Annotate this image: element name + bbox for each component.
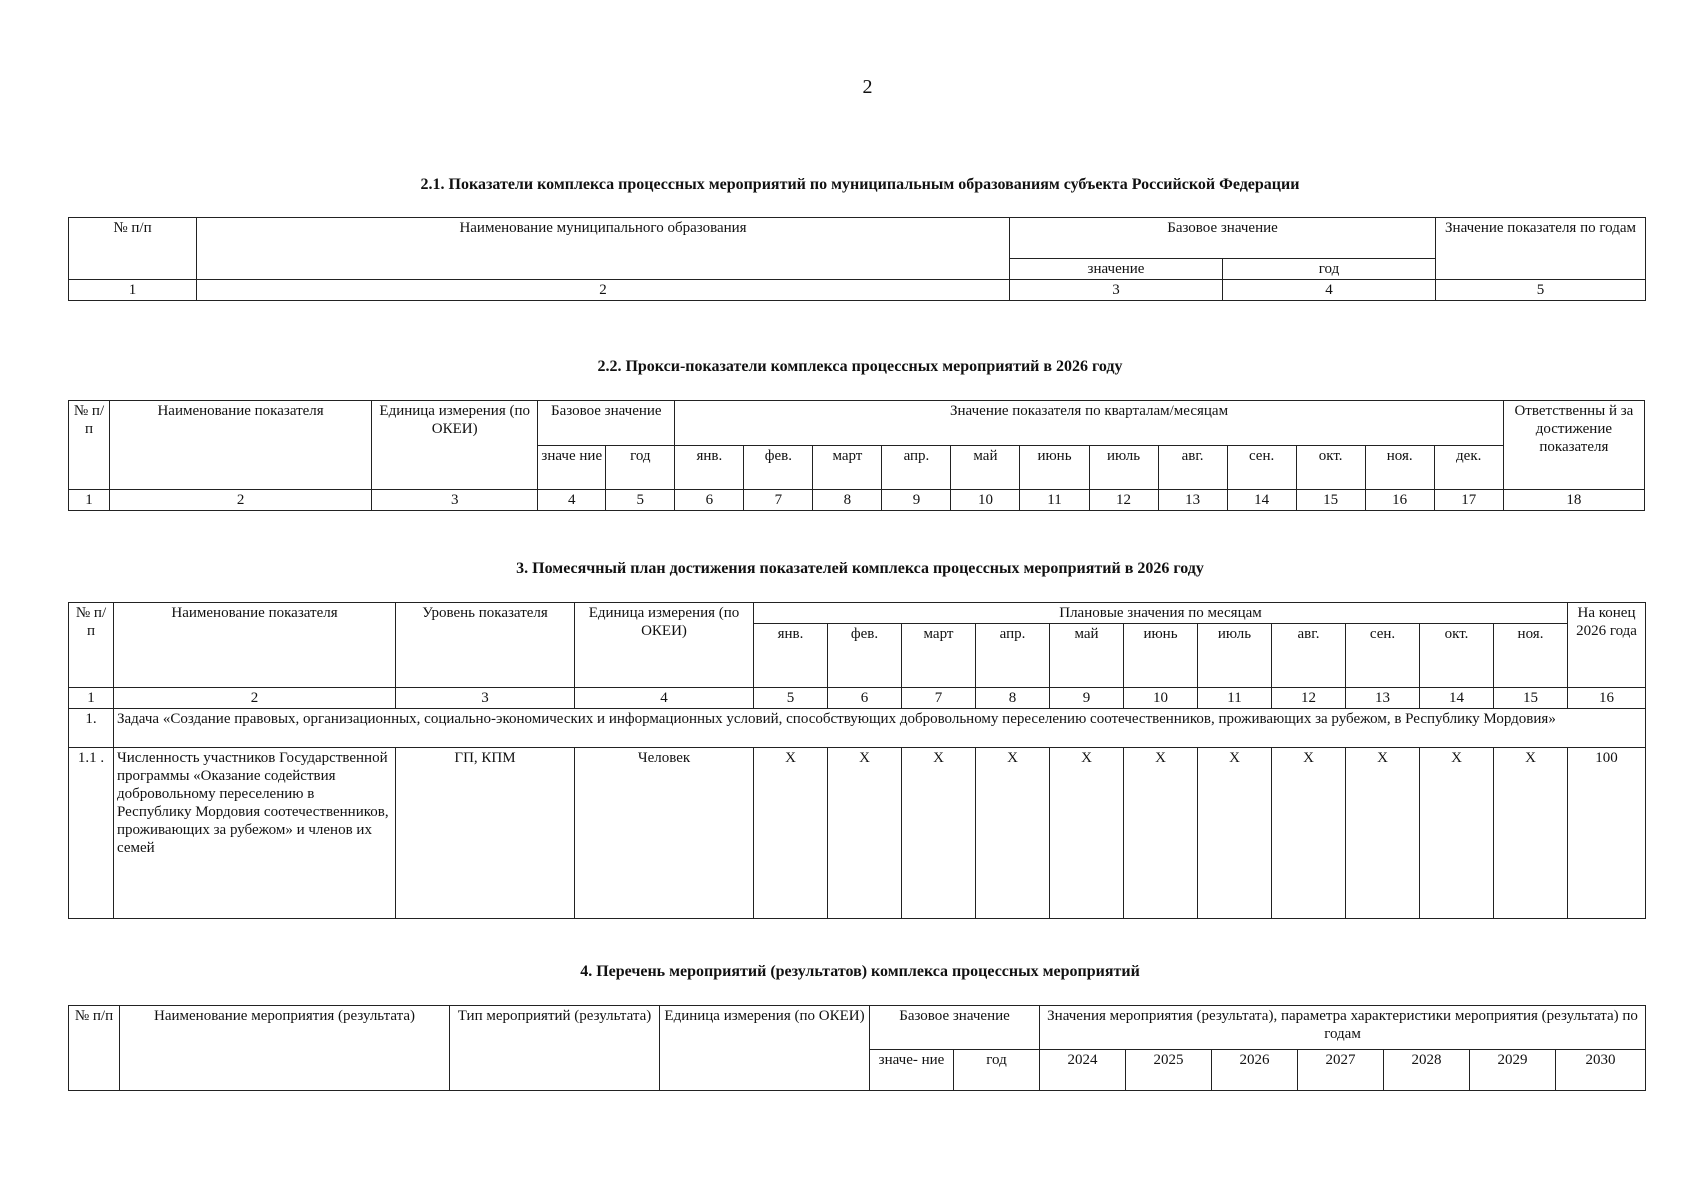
month-header: май — [951, 445, 1020, 490]
index-cell: 14 — [1227, 490, 1296, 511]
index-cell: 4 — [1223, 280, 1436, 301]
header-unit: Единица измерения (по ОКЕИ) — [660, 1006, 870, 1091]
header-value: значе- ние — [870, 1049, 954, 1091]
month-header: май — [1050, 624, 1124, 688]
month-header: окт. — [1296, 445, 1365, 490]
index-cell: 8 — [976, 688, 1050, 709]
row-month-value: Х — [1198, 748, 1272, 919]
index-cell: 9 — [1050, 688, 1124, 709]
index-cell: 13 — [1158, 490, 1227, 511]
year-header: 2029 — [1470, 1049, 1556, 1091]
year-header: 2030 — [1556, 1049, 1646, 1091]
header-indicator-level: Уровень показателя — [396, 603, 575, 688]
header-num: № п/п — [69, 1006, 120, 1091]
index-cell: 4 — [538, 490, 606, 511]
header-base-value: Базовое значение — [870, 1006, 1040, 1050]
section-4-title: 4. Перечень мероприятий (результатов) комплекса процессных мероприятий — [580, 963, 1140, 980]
index-cell: 8 — [813, 490, 882, 511]
header-indicator-name: Наименование показателя — [114, 603, 396, 688]
month-header: март — [813, 445, 882, 490]
header-value: значение — [1010, 259, 1223, 280]
monthly-plan-table — [68, 602, 1646, 919]
section-2-2-title: 2.2. Прокси-показатели комплекса процессных мероприятий в 2026 году — [597, 358, 1123, 375]
row-month-value: Х — [828, 748, 902, 919]
index-cell: 7 — [902, 688, 976, 709]
index-cell: 4 — [575, 688, 754, 709]
row-num: 1.1 . — [69, 748, 114, 919]
header-end-of-year: На конец 2026 года — [1568, 603, 1646, 688]
index-cell: 16 — [1365, 490, 1434, 511]
year-header: 2024 — [1040, 1049, 1126, 1091]
index-cell: 11 — [1020, 490, 1089, 511]
index-cell: 7 — [744, 490, 813, 511]
month-header: июль — [1089, 445, 1158, 490]
row-month-value: Х — [1494, 748, 1568, 919]
header-year: год — [606, 445, 675, 490]
header-value-by-years: Значение показателя по годам — [1436, 218, 1646, 280]
header-num: № п/п — [69, 218, 197, 280]
year-header: 2028 — [1384, 1049, 1470, 1091]
index-cell: 3 — [396, 688, 575, 709]
section-3-title: 3. Помесячный план достижения показателей комплекса процессных мероприятий в 2026 году — [516, 560, 1204, 577]
header-base-value: Базовое значение — [1010, 218, 1436, 259]
index-cell: 2 — [197, 280, 1010, 301]
month-header: апр. — [882, 445, 951, 490]
header-num: № п/ п — [69, 603, 114, 688]
row-indicator-level: ГП, КПМ — [396, 748, 575, 919]
index-cell: 13 — [1346, 688, 1420, 709]
index-cell: 17 — [1434, 490, 1503, 511]
index-cell: 2 — [114, 688, 396, 709]
header-activity-type: Тип мероприятий (результата) — [450, 1006, 660, 1091]
index-cell: 1 — [69, 490, 110, 511]
header-municipality-name: Наименование муниципального образования — [197, 218, 1010, 280]
index-cell: 1 — [69, 280, 197, 301]
index-cell: 12 — [1089, 490, 1158, 511]
index-cell: 5 — [1436, 280, 1646, 301]
header-year: год — [954, 1049, 1040, 1091]
month-header: авг. — [1158, 445, 1227, 490]
row-month-value: Х — [902, 748, 976, 919]
index-cell: 3 — [372, 490, 538, 511]
month-header: апр. — [976, 624, 1050, 688]
month-header: янв. — [754, 624, 828, 688]
index-cell: 1 — [69, 688, 114, 709]
row-end-of-year: 100 — [1568, 748, 1646, 919]
month-header: янв. — [675, 445, 744, 490]
row-month-value: Х — [1346, 748, 1420, 919]
index-cell: 14 — [1420, 688, 1494, 709]
task-description: Задача «Создание правовых, организационных, социально-экономических и информационных условий, способствующих добровольному переселению соотечественников, проживающих за рубежом, в Республику Мордовия» — [114, 709, 1646, 748]
index-cell: 16 — [1568, 688, 1646, 709]
month-header: июнь — [1020, 445, 1089, 490]
row-unit: Человек — [575, 748, 754, 919]
index-cell: 5 — [606, 490, 675, 511]
index-cell: 5 — [754, 688, 828, 709]
month-header: март — [902, 624, 976, 688]
year-header: 2025 — [1126, 1049, 1212, 1091]
row-month-value: Х — [976, 748, 1050, 919]
section-2-1-title: 2.1. Показатели комплекса процессных мероприятий по муниципальным образованиям субъекта Российской Федерации — [420, 176, 1300, 193]
month-header: дек. — [1434, 445, 1503, 490]
month-header: сен. — [1346, 624, 1420, 688]
page-number: 2 — [862, 76, 873, 98]
header-num: № п/ п — [69, 401, 110, 490]
row-month-value: Х — [754, 748, 828, 919]
index-cell: 6 — [828, 688, 902, 709]
header-values-by-years: Значения мероприятия (результата), параметра характеристики мероприятия (результата) по годам — [1040, 1006, 1646, 1050]
month-header: июль — [1198, 624, 1272, 688]
row-month-value: Х — [1050, 748, 1124, 919]
row-month-value: Х — [1124, 748, 1198, 919]
municipal-indicators-table — [68, 217, 1646, 301]
month-header: фев. — [828, 624, 902, 688]
month-header: ноя. — [1365, 445, 1434, 490]
row-month-value: Х — [1272, 748, 1346, 919]
month-header: авг. — [1272, 624, 1346, 688]
month-header: сен. — [1227, 445, 1296, 490]
header-unit: Единица измерения (по ОКЕИ) — [372, 401, 538, 490]
month-header: июнь — [1124, 624, 1198, 688]
month-header: фев. — [744, 445, 813, 490]
header-value: значе ние — [538, 445, 606, 490]
index-cell: 12 — [1272, 688, 1346, 709]
month-header: ноя. — [1494, 624, 1568, 688]
task-num: 1. — [69, 709, 114, 748]
activities-list-table — [68, 1005, 1646, 1091]
index-cell: 10 — [951, 490, 1020, 511]
index-cell: 15 — [1494, 688, 1568, 709]
header-activity-name: Наименование мероприятия (результата) — [120, 1006, 450, 1091]
year-header: 2027 — [1298, 1049, 1384, 1091]
year-header: 2026 — [1212, 1049, 1298, 1091]
header-responsible: Ответственны й за достижение показателя — [1503, 401, 1644, 490]
proxy-indicators-table — [68, 400, 1645, 511]
row-indicator-name: Численность участников Государственной программы «Оказание содействия добровольному переселению в Республику Мордовия соотечественников, проживающих за рубежом» и членов их семей — [114, 748, 396, 919]
header-unit: Единица измерения (по ОКЕИ) — [575, 603, 754, 688]
header-planned-monthly: Плановые значения по месяцам — [754, 603, 1568, 624]
index-cell: 2 — [110, 490, 372, 511]
index-cell: 10 — [1124, 688, 1198, 709]
header-year: год — [1223, 259, 1436, 280]
index-cell: 3 — [1010, 280, 1223, 301]
month-header: окт. — [1420, 624, 1494, 688]
index-cell: 6 — [675, 490, 744, 511]
header-value-by-period: Значение показателя по кварталам/месяцам — [675, 401, 1503, 446]
index-cell: 9 — [882, 490, 951, 511]
header-indicator-name: Наименование показателя — [110, 401, 372, 490]
index-cell: 15 — [1296, 490, 1365, 511]
index-cell: 18 — [1503, 490, 1644, 511]
header-base-value: Базовое значение — [538, 401, 675, 446]
index-cell: 11 — [1198, 688, 1272, 709]
row-month-value: Х — [1420, 748, 1494, 919]
